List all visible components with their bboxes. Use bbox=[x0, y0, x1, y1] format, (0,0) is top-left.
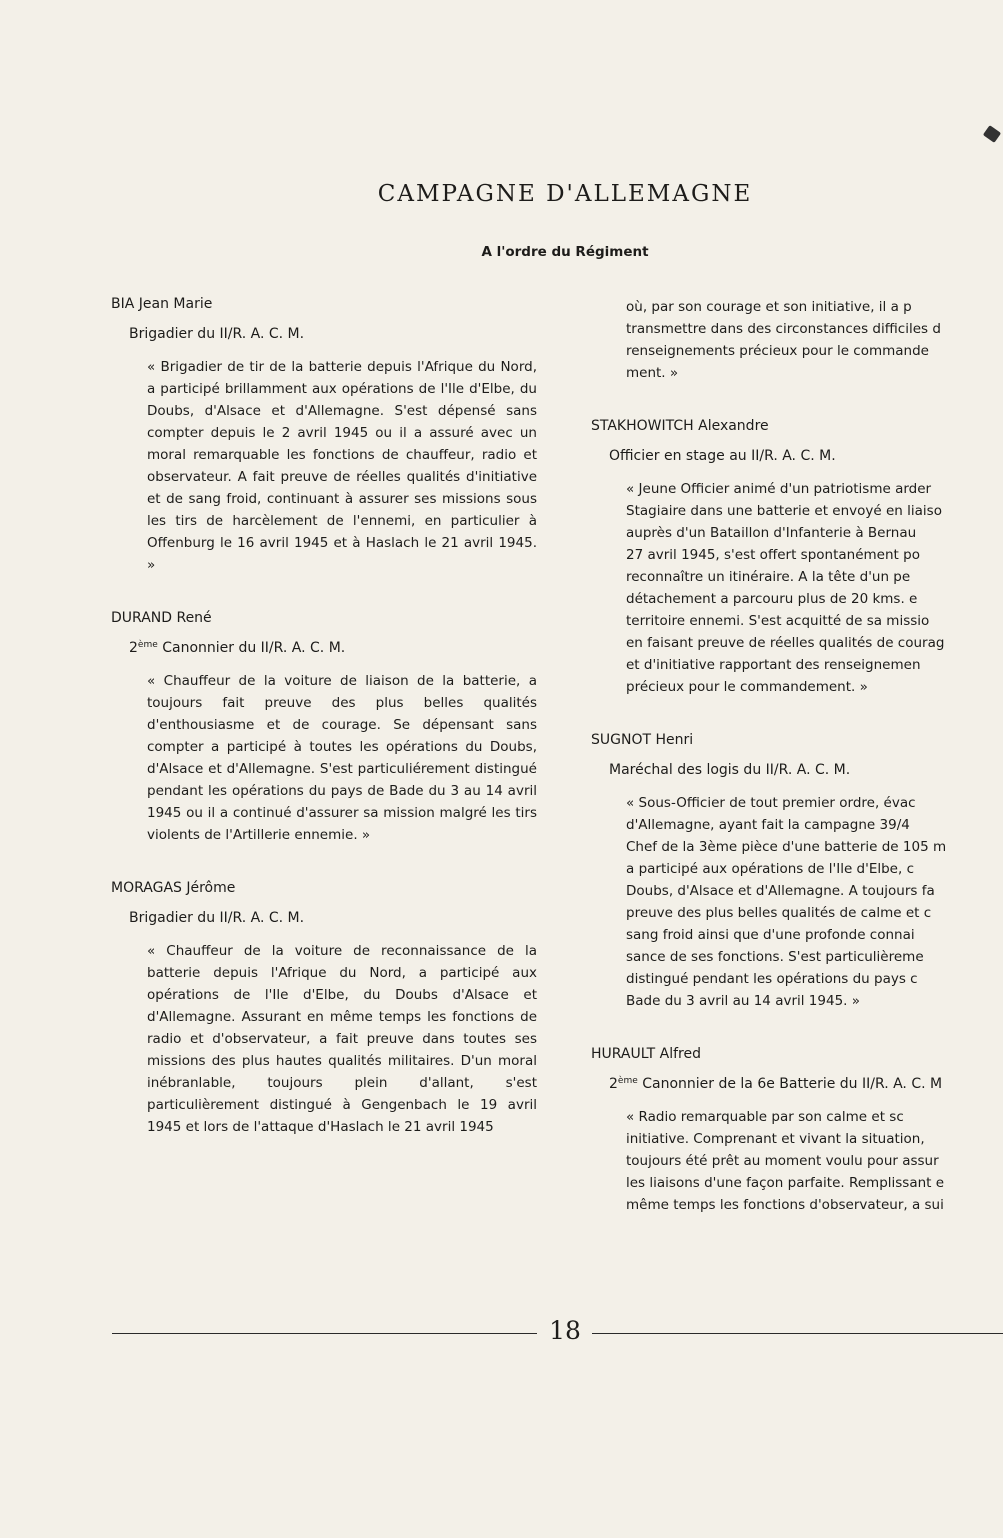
citation-line: transmettre dans des circonstances difficiles d bbox=[626, 321, 941, 337]
citation-line: précieux pour le commandement. » bbox=[626, 679, 868, 695]
citation-entry-sugnot bbox=[591, 732, 1003, 1012]
entry-citation: « Brigadier de tir de la batterie depuis l'Afrique du Nord, a participé brillamment aux opérations de l'Ile d'Elbe, du Doubs, d'Alsace et d'Allemagne. S'est dépensé sans compter depuis le 2 avril 1945 ou il a assuré avec un moral remarquable les fonctions de chauffeur, radio et observateur. A fait preuve de réelles qualités d'initiative et de sang froid, continuant à assurer ses missions sous les tirs de harcèlement de l'ennemi, en particulier à Offenburg le 16 avril 1945 et à Haslach le 21 avril 1945. » bbox=[147, 359, 537, 573]
citation-entry-bia bbox=[111, 296, 541, 576]
citation-line: territoire ennemi. S'est acquitté de sa missio bbox=[626, 613, 930, 629]
rank-prefix: 2 bbox=[609, 1076, 618, 1092]
entry-citation bbox=[626, 792, 1003, 1012]
citation-line: et d'initiative rapportant des renseignemen bbox=[626, 657, 921, 673]
rank-prefix-sup: ème bbox=[617, 1076, 638, 1086]
footer-rule-left bbox=[112, 1333, 537, 1334]
citation-line: Doubs, d'Alsace et d'Allemagne. A toujours fa bbox=[626, 883, 935, 899]
citation-line: même temps les fonctions d'observateur, a sui bbox=[626, 1197, 944, 1213]
entry-citation bbox=[626, 1106, 1003, 1216]
citation-line: distingué pendant les opérations du pays c bbox=[626, 971, 918, 987]
citation-line: Bade du 3 avril au 14 avril 1945. » bbox=[626, 993, 860, 1009]
citation-line: reconnaître un itinéraire. A la tête d'un pe bbox=[626, 569, 911, 585]
citation-line: d'Allemagne, ayant fait la campagne 39/4 bbox=[626, 817, 910, 833]
rank-text: Canonnier de la 6e Batterie du II/R. A. C. M bbox=[642, 1076, 943, 1092]
citation-entry-hurault bbox=[591, 1046, 1003, 1216]
entry-rank bbox=[129, 640, 541, 656]
entry-citation: « Chauffeur de la voiture de liaison de la batterie, a toujours fait preuve des plus belles qualités d'enthousiasme et de courage. Se dépensant sans compter a participé à toutes les opérations du Doubs, d'Alsace et d'Allemagne. S'est particuliérement distingué pendant les opérations du pays de Bade du 3 au 14 avril 1945 ou il a continué d'assurer sa mission malgré les tirs violents de l'Artillerie ennemie. » bbox=[147, 673, 537, 843]
rank-prefix: 2 bbox=[129, 640, 138, 656]
citation-entry-moragas bbox=[111, 880, 541, 1138]
citation-line: Stagiaire dans une batterie et envoyé en liaiso bbox=[626, 503, 942, 519]
page-title: CAMPAGNE D'ALLEMAGNE bbox=[377, 181, 753, 208]
citation-line: sang froid ainsi que d'une profonde connai bbox=[626, 927, 915, 943]
entry-name: STAKHOWITCH Alexandre bbox=[591, 418, 769, 434]
entry-rank: Brigadier du II/R. A. C. M. bbox=[129, 326, 305, 342]
citation-line: « Sous-Officier de tout premier ordre, évac bbox=[626, 795, 916, 811]
citation-entry-stakhowitch bbox=[591, 418, 1003, 698]
citation-line: renseignements précieux pour le commande bbox=[626, 343, 929, 359]
citation-line: les liaisons d'une façon parfaite. Remplissant e bbox=[626, 1175, 945, 1191]
entry-name: HURAULT Alfred bbox=[591, 1046, 701, 1062]
entry-rank: Brigadier du II/R. A. C. M. bbox=[129, 910, 305, 926]
entry-name: DURAND René bbox=[111, 610, 212, 626]
citation-line: « Jeune Officier animé d'un patriotisme arder bbox=[626, 481, 932, 497]
citation-line: auprès d'un Bataillon d'Infanterie à Bernau bbox=[626, 525, 917, 541]
citation-entry-durand bbox=[111, 610, 541, 846]
citation-line: ment. » bbox=[626, 365, 679, 381]
entry-citation: « Chauffeur de la voiture de reconnaissance de la batterie depuis l'Afrique du Nord, a participé aux opérations de l'Ile d'Elbe, du Doubs d'Alsace et d'Allemagne. Assurant en même temps les fonctions de radio et d'observateur, a fait preuve dans toutes ses missions des plus hautes qualités militaires. D'un moral inébranlable, toujours plein d'allant, s'est particulièrement distingué à Gengenbach le 19 avril 1945 et lors de l'attaque d'Haslach le 21 avril 1945 bbox=[147, 943, 537, 1135]
ink-smudge bbox=[983, 125, 1001, 143]
entry-name: SUGNOT Henri bbox=[591, 732, 694, 748]
page-number: 18 bbox=[549, 1316, 581, 1345]
citation-line: Chef de la 3ème pièce d'une batterie de 105 m bbox=[626, 839, 947, 855]
entry-name: MORAGAS Jérôme bbox=[111, 880, 236, 896]
citation-line: a participé aux opérations de l'Ile d'Elbe, c bbox=[626, 861, 914, 877]
citation-line: où, par son courage et son initiative, il a p bbox=[626, 299, 912, 315]
entry-rank: Officier en stage au II/R. A. C. M. bbox=[609, 448, 836, 464]
citation-line: détachement a parcouru plus de 20 kms. e bbox=[626, 591, 918, 607]
right-column bbox=[591, 296, 1003, 1216]
rank-text: Canonnier du II/R. A. C. M. bbox=[162, 640, 346, 656]
citation-line: initiative. Comprenant et vivant la situation, bbox=[626, 1131, 925, 1147]
citation-line: 27 avril 1945, s'est offert spontanément po bbox=[626, 547, 920, 563]
entry-name: BIA Jean Marie bbox=[111, 296, 213, 312]
citation-line: preuve des plus belles qualités de calme et c bbox=[626, 905, 932, 921]
citation-line: toujours été prêt au moment voulu pour assur bbox=[626, 1153, 939, 1169]
entry-rank bbox=[609, 1076, 1003, 1092]
citation-continuation bbox=[591, 296, 1003, 384]
citation-line: sance de ses fonctions. S'est particulièreme bbox=[626, 949, 924, 965]
citation-line: « Radio remarquable par son calme et sc bbox=[626, 1109, 904, 1125]
entry-citation bbox=[626, 478, 1003, 698]
citation-line: en faisant preuve de réelles qualités de courag bbox=[626, 635, 945, 651]
rank-prefix-sup: ème bbox=[137, 640, 158, 650]
entry-citation bbox=[626, 296, 1003, 384]
page-subtitle: A l'ordre du Régiment bbox=[481, 244, 649, 260]
footer-rule-right bbox=[592, 1333, 1003, 1334]
entry-rank: Maréchal des logis du II/R. A. C. M. bbox=[609, 762, 851, 778]
left-column bbox=[111, 296, 541, 1138]
